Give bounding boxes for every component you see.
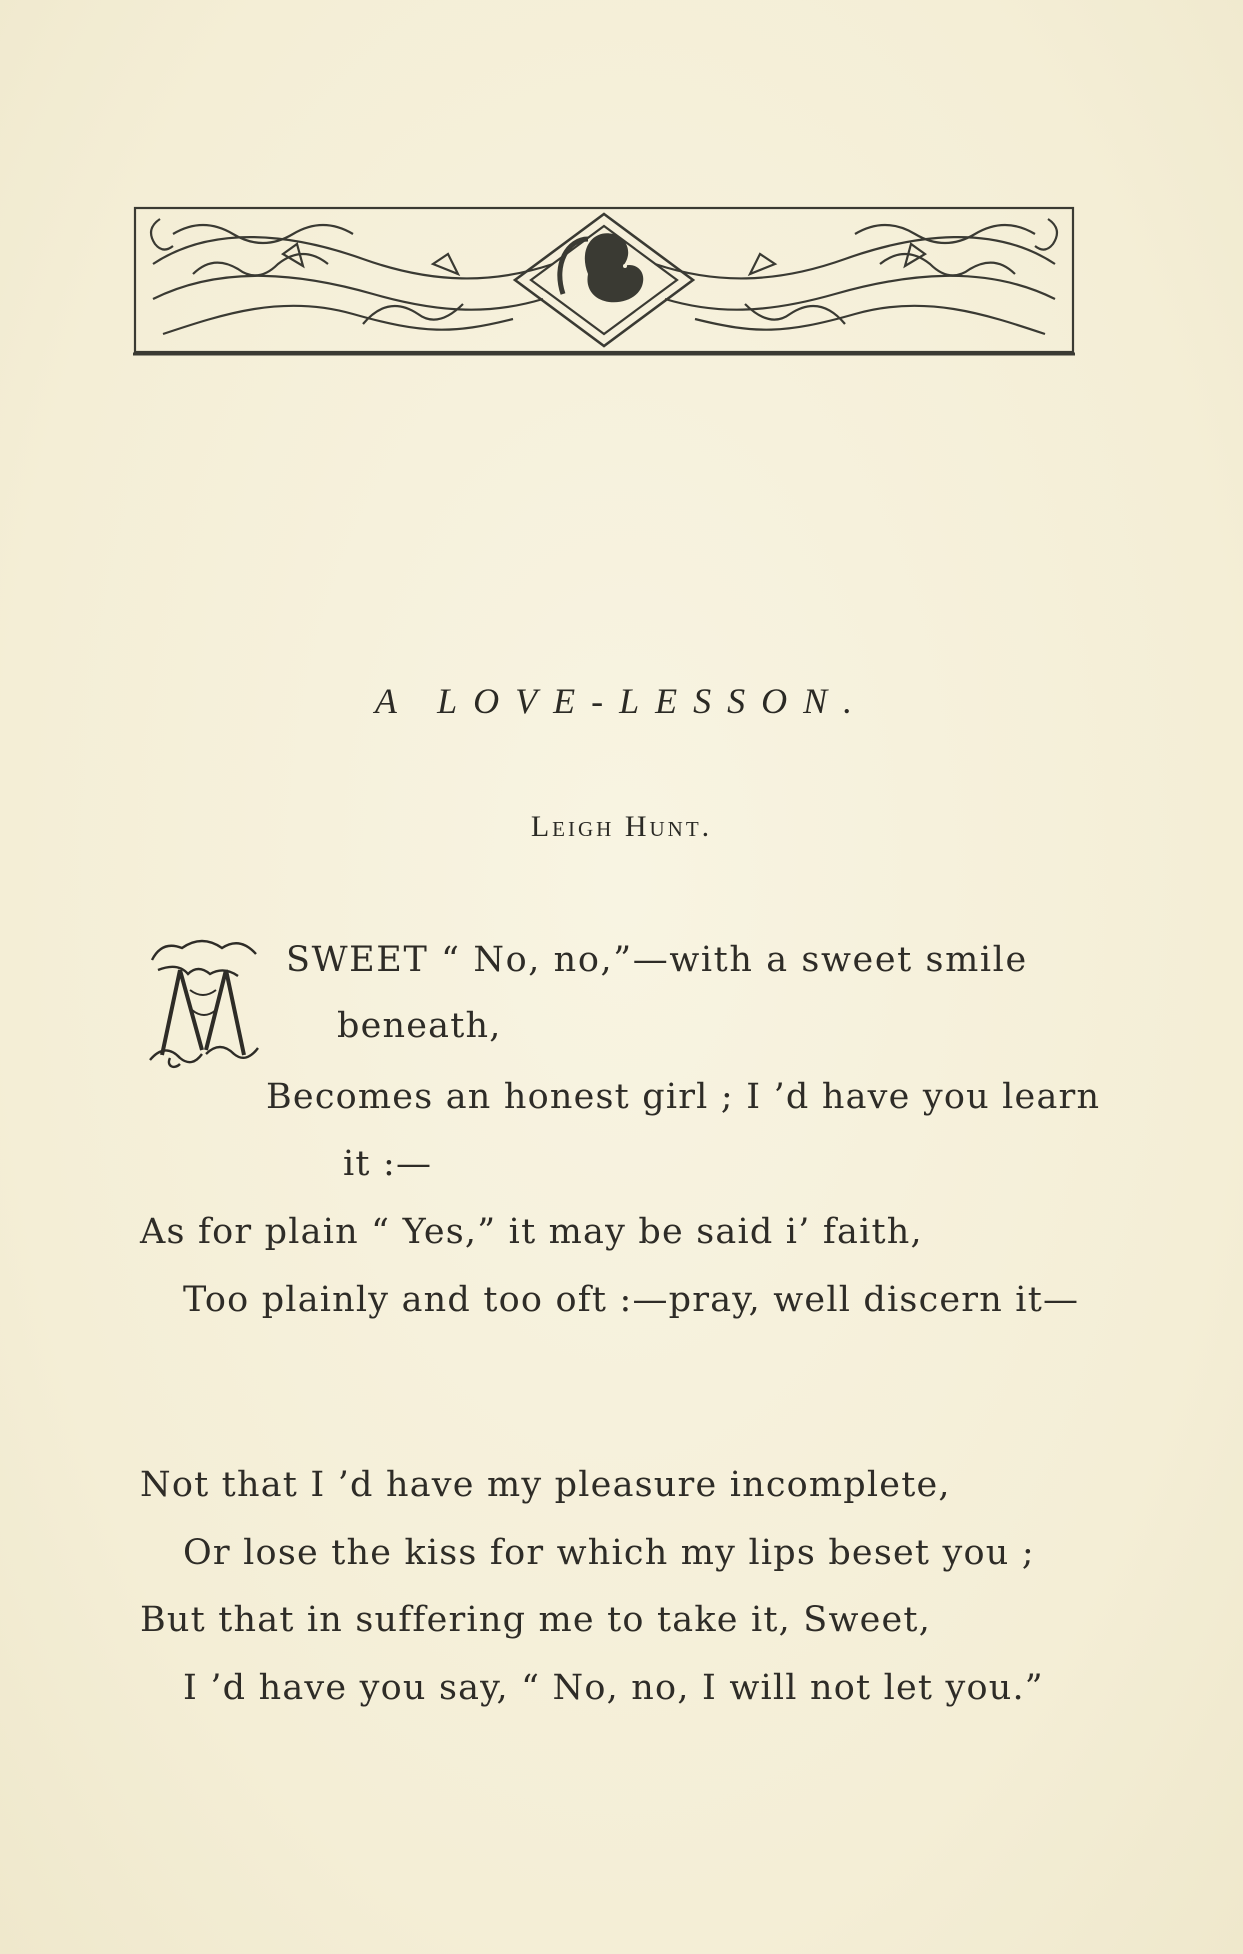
stanza1-line1-continuation: beneath,: [337, 1006, 502, 1046]
stanza1-line4: Too plainly and too oft :—pray, well discern it—: [183, 1280, 1080, 1320]
stanza1-line2: Becomes an honest girl ; I ’d have you learn: [266, 1077, 1101, 1117]
stanza2-line3: But that in suffering me to take it, Sweet,: [140, 1600, 932, 1640]
stanza1-line1: SWEET “ No, no,”—with a sweet smile: [286, 940, 1028, 980]
stanza2-line4: I ’d have you say, “ No, no, I will not let you.”: [183, 1668, 1044, 1708]
ornamental-drop-cap-icon: [140, 930, 266, 1072]
stanza2-line1: Not that I ’d have my pleasure incomplete,: [140, 1465, 951, 1505]
drop-cap-letter: [140, 930, 141, 931]
poem-title: A LOVE-LESSON.: [374, 681, 869, 721]
headpiece-ornament-icon: [133, 204, 1075, 356]
stanza2-line2: Or lose the kiss for which my lips beset you ;: [183, 1533, 1035, 1573]
stanza1-line2-continuation: it :—: [343, 1144, 433, 1184]
poem-author: Leigh Hunt.: [530, 810, 713, 843]
stanza1-line3: As for plain “ Yes,” it may be said i’ faith,: [140, 1212, 923, 1252]
